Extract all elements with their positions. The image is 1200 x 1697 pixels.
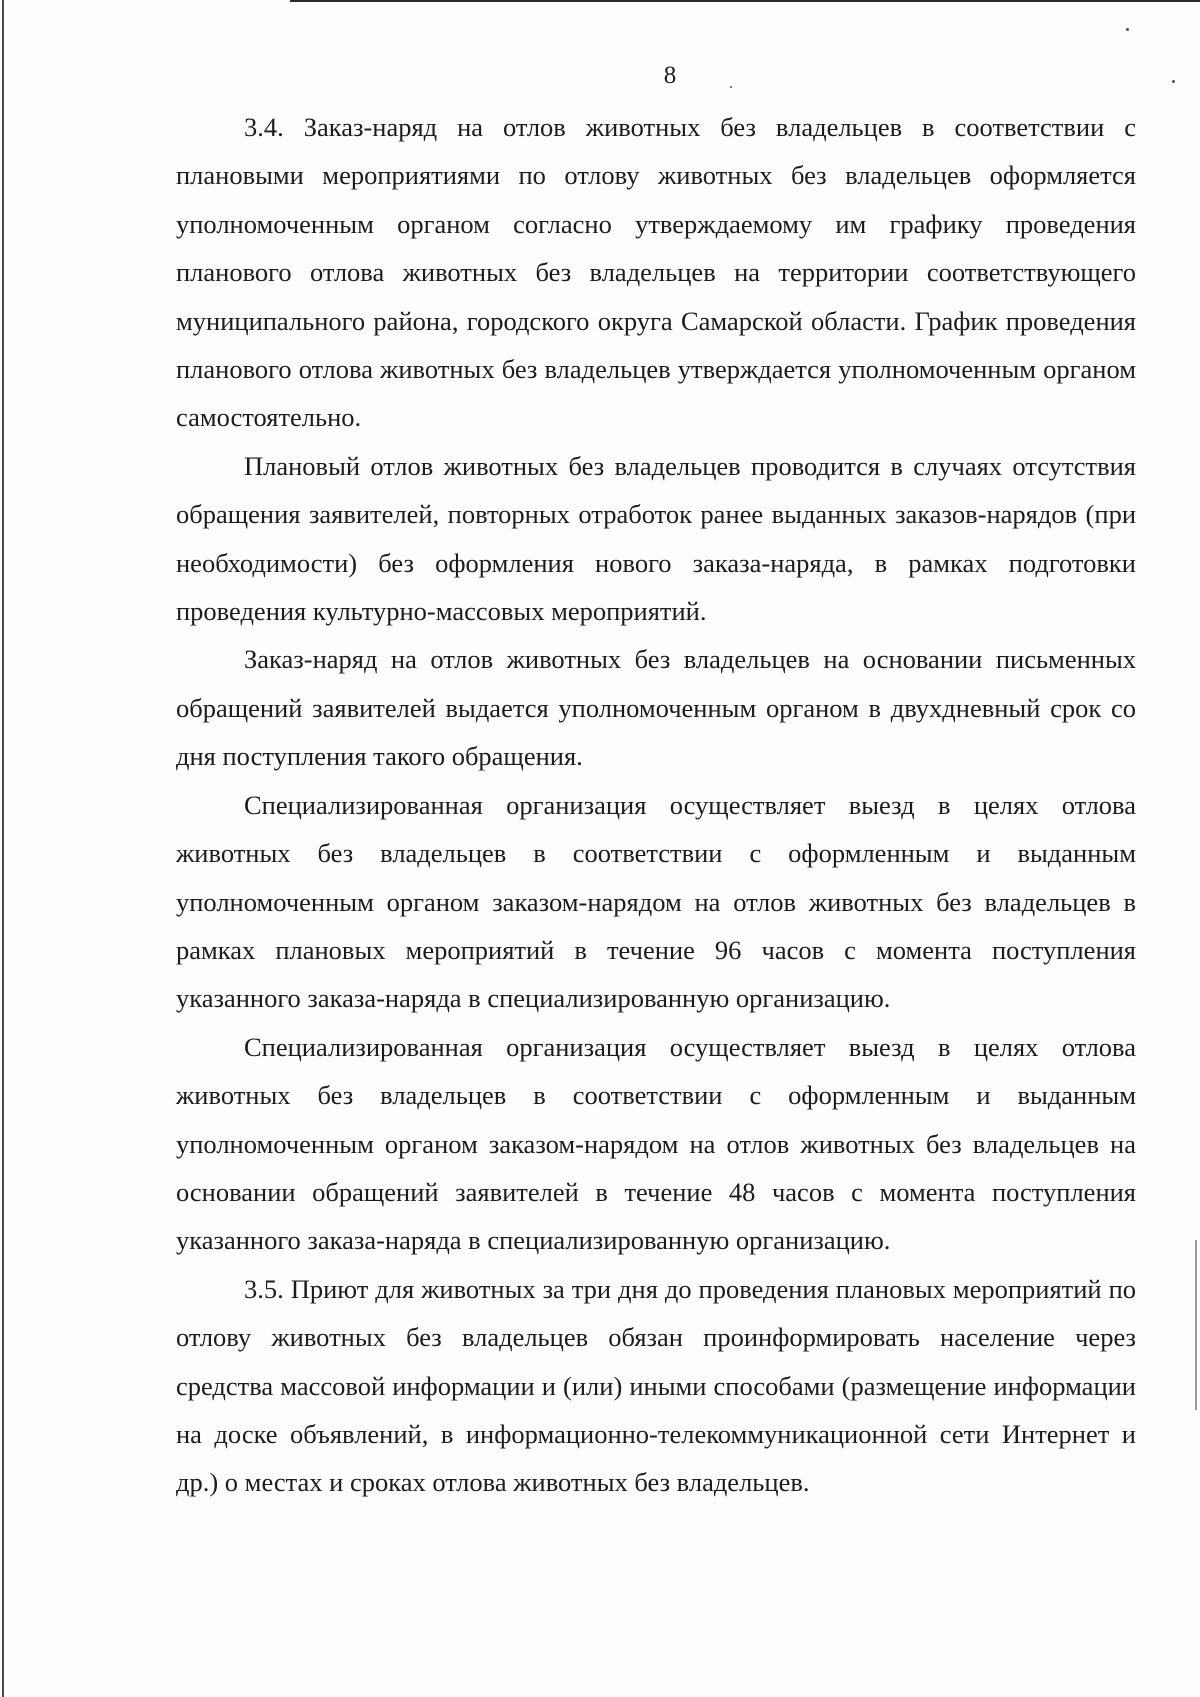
paragraph-planned-capture: Плановый отлов животных без владельцев проводится в случаях отсутствия обращения заявителей, повторных отработок ранее выданных заказов-нарядов (при необходимости) без оформления нового заказа-наряда, в рамках подготовки проведения культурно-массовых мероприятий. xyxy=(176,450,1136,627)
page-number: 8 xyxy=(663,62,677,89)
document-body xyxy=(176,103,1136,1507)
paragraph-work-order-issue: Заказ-наряд на отлов животных без владельцев на основании письменных обращений заявителей выдается уполномоченным органом в двухдневный срок со дня поступления такого обращения. xyxy=(176,644,1136,772)
paragraph-3-4: 3.4. Заказ-наряд на отлов животных без владельцев в соответствии с плановыми мероприятиями по отлову животных без владельцев оформляется уполномоченным органом согласно утверждаемому им графику проведения планового отлова животных без владельцев на территории соответствующего муниципального района, городского округа Самарской области. График проведения планового отлова животных без владельцев утверждается уполномоченным органом самостоятельно. xyxy=(176,112,1136,433)
paragraph-request-departure: Специализированная организация осуществляет выезд в целях отлова животных без владельцев в соответствии с оформленным и выданным уполномоченным органом заказом-нарядом на отлов животных без владельцев на основании обращений заявителей в течение 48 часов с момента поступления указанного заказа-наряда в специализированную организацию. xyxy=(176,1031,1136,1256)
paragraph-planned-departure: Специализированная организация осуществляет выезд в целях отлова животных без владельцев в соответствии с оформленным и выданным уполномоченным органом заказом-нарядом на отлов животных без владельцев в рамках плановых мероприятий в течение 96 часов с момента поступления указанного заказа-наряда в специализированную организацию. xyxy=(176,789,1136,1014)
paragraph-3-5: 3.5. Приют для животных за три дня до проведения плановых мероприятий по отлову животных без владельцев обязан проинформировать население через средства массовой информации и (или) иными способами (размещение информации на доске объявлений, в информационно-телекоммуникационной сети Интернет и др.) о местах и сроках отлова животных без владельцев. xyxy=(176,1273,1136,1498)
scan-speck xyxy=(1126,28,1129,31)
scan-border-left xyxy=(2,0,4,1697)
scan-rule-top xyxy=(290,0,1200,2)
scan-edge-right xyxy=(1195,1240,1197,1410)
